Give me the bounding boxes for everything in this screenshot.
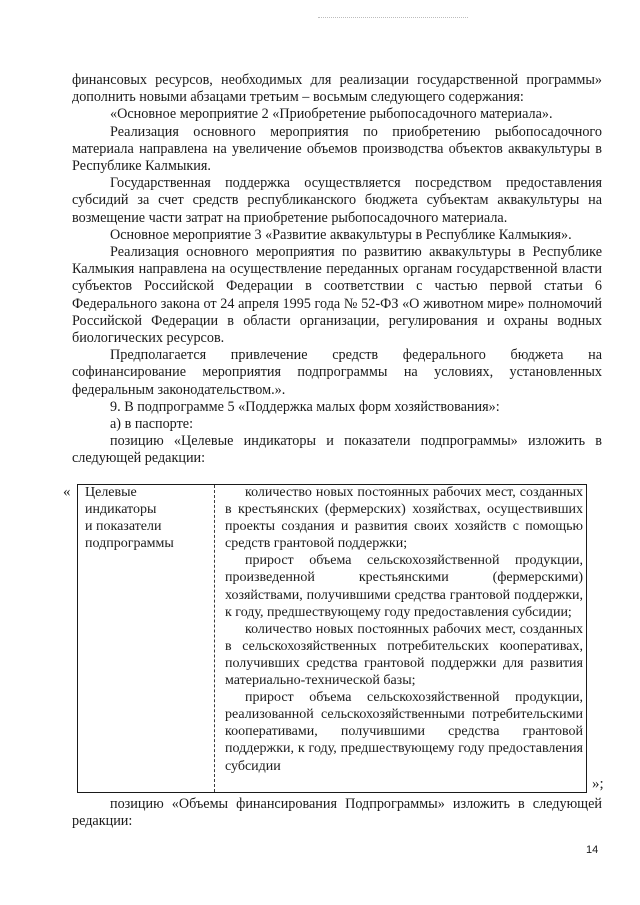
close-quote-mark: »; bbox=[592, 776, 604, 792]
paragraph-state-support: Государственная поддержка осуществляется посредством предоставления субсидий за счет средств республиканского бюджета субъектам аквакультуры на возмещение части затрат на приобретение рыбопосадочного материала. bbox=[72, 175, 602, 226]
left-cell-line: подпрограммы bbox=[85, 536, 174, 551]
table-right-cell bbox=[225, 484, 583, 775]
paragraph-main-event-2: «Основное мероприятие 2 «Приобретение рыбопосадочного материала». bbox=[110, 106, 553, 123]
left-cell-line: индикаторы bbox=[85, 502, 157, 517]
paragraph-federal-funding: Предполагается привлечение средств федерального бюджета на софинансирование мероприятия подпрограммы на условиях, установленных федеральным законодательством.». bbox=[72, 347, 602, 398]
indicator-coop-jobs: количество новых постоянных рабочих мест, созданных в сельскохозяйственных потребительских кооперативах, получивших средства грантовой поддержки для развития материально-технической базы; bbox=[225, 621, 583, 689]
left-cell-line: и показатели bbox=[85, 519, 162, 534]
table-column-divider bbox=[214, 485, 215, 792]
page-number: 14 bbox=[586, 844, 599, 856]
top-text-block bbox=[72, 72, 602, 468]
bottom-text-block bbox=[72, 796, 602, 830]
paragraph-event-3-description: Реализация основного мероприятия по развитию аквакультуры в Республике Калмыкия направлена на осуществление переданных органам государственной власти субъектов Российской Федерации в соответствии с частью первой статьи 6 Федерального закона от 24 апреля 1995 года № 52-ФЗ «О животном мире» полномочий Российской Федерации в области организации, регулирования и охраны водных биологических ресурсов. bbox=[72, 244, 602, 347]
header-scan-artifact bbox=[318, 17, 468, 18]
paragraph-item-a: а) в паспорте: bbox=[110, 416, 194, 433]
indicator-coop-production-growth: прирост объема сельскохозяйственной продукции, реализованной сельскохозяйственными потребительскими кооперативами, получившими средства грантовой поддержки, к году, предшествующему году предоставления субсидии bbox=[225, 690, 583, 774]
indicator-farm-production-growth: прирост объема сельскохозяйственной продукции, произведенной крестьянскими (фермерскими) хозяйствами, получившими средства грантовой поддержки, к году, предшествующему году предоставления субсидии; bbox=[225, 553, 583, 620]
paragraph-main-event-3: Основное мероприятие 3 «Развитие аквакультуры в Республике Калмыкия». bbox=[110, 226, 572, 243]
paragraph-item-9: 9. В подпрограмме 5 «Поддержка малых форм хозяйствования»: bbox=[110, 398, 500, 415]
open-quote-mark: « bbox=[63, 484, 71, 500]
paragraph-event-2-description: Реализация основного мероприятия по приобретению рыбопосадочного материала направлена на увеличение объемов производства объектов аквакультуры в Республике Калмыкия. bbox=[72, 123, 602, 175]
left-cell-line: Целевые bbox=[85, 485, 137, 500]
paragraph-continuation: финансовых ресурсов, необходимых для реализации государственной программы» дополнить новыми абзацами третьим – восьмым следующего содержания: bbox=[72, 72, 602, 106]
indicator-farm-jobs: количество новых постоянных рабочих мест, созданных в крестьянских (фермерских) хозяйствах, осуществивших проекты создания и развития своих хозяйств с помощью средств грантовой поддержки; bbox=[225, 485, 583, 552]
indicators-table bbox=[77, 484, 587, 793]
paragraph-financing-position: позицию «Объемы финансирования Подпрограммы» изложить в следующей редакции: bbox=[72, 796, 602, 830]
paragraph-position-indicators: позицию «Целевые индикаторы и показатели подпрограммы» изложить в следующей редакции: bbox=[72, 433, 602, 467]
table-left-cell bbox=[85, 484, 210, 552]
